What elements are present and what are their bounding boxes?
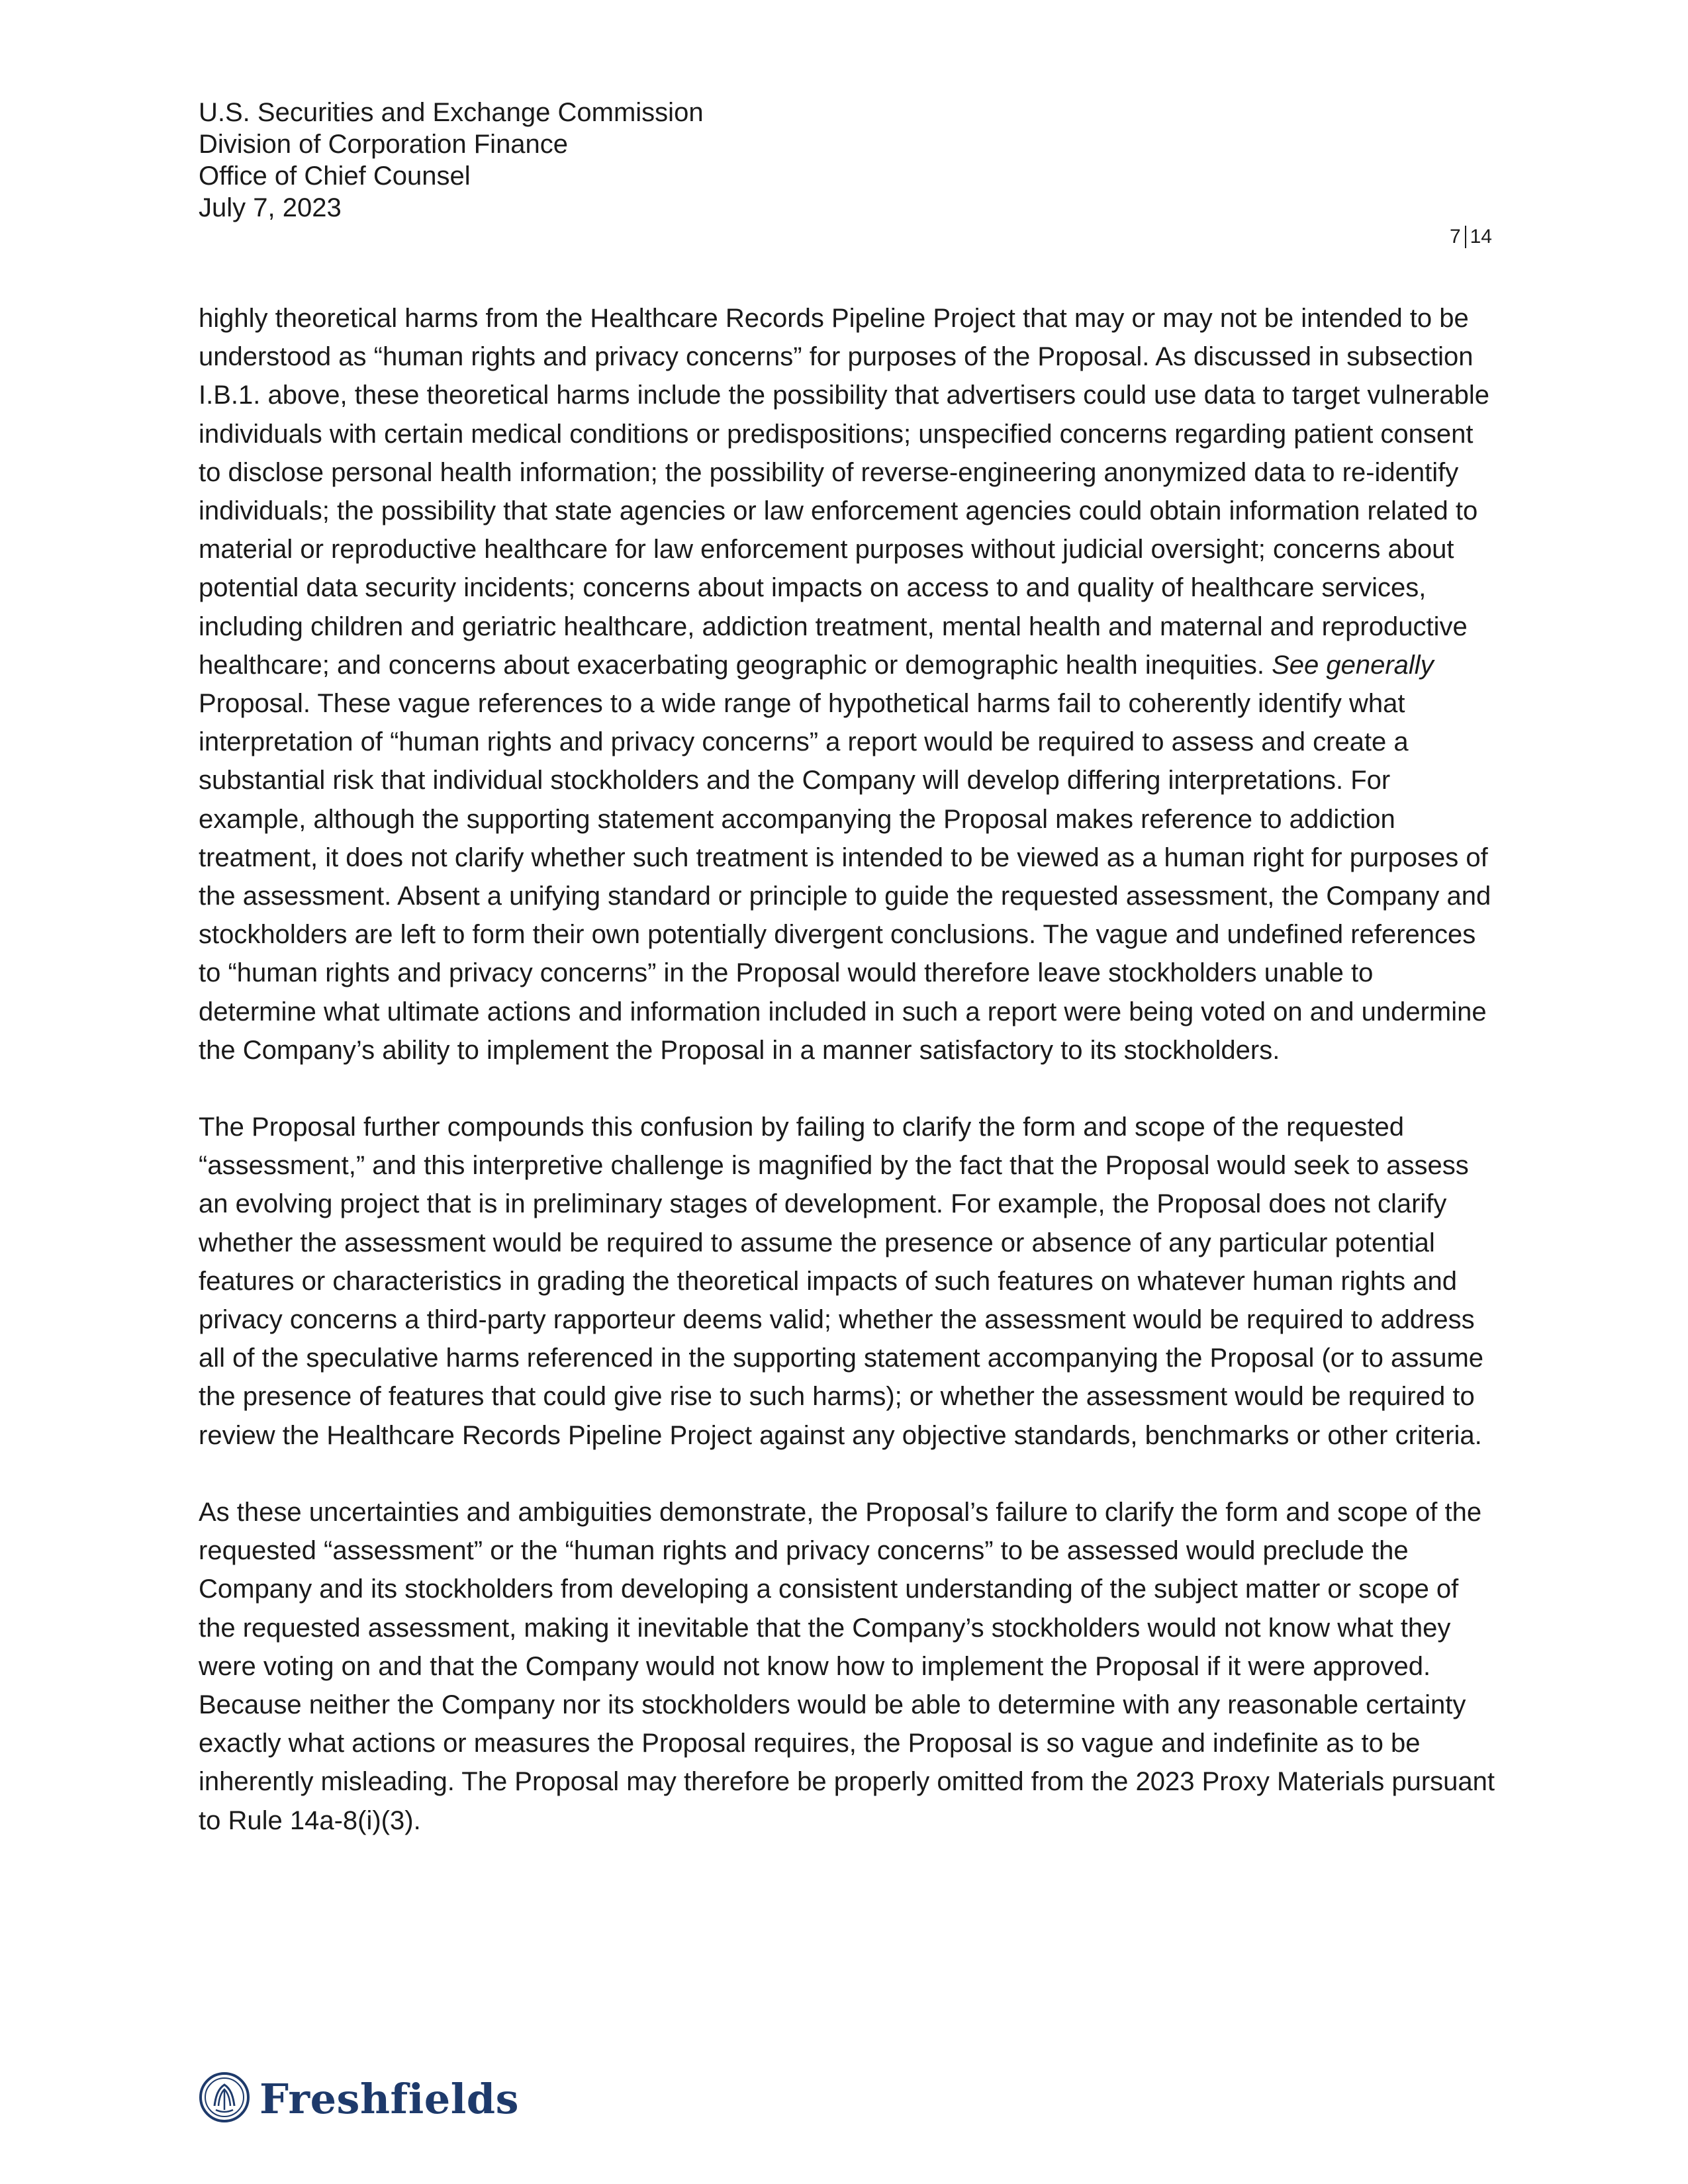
freshfields-emblem-icon [199, 2071, 250, 2126]
page-current: 7 [1449, 226, 1461, 248]
freshfields-logo [199, 2071, 519, 2126]
paragraph-1-text-b: Proposal. These vague references to a wide range of hypothetical harms fail to coherently identify what interpretation of “human rights and privacy concerns” a report would be required to assess and create a substantial risk that individual stockholders and the Company will develop differing interpretations. For example, although the supporting statement accompanying the Proposal makes reference to addiction treatment, it does not clarify whether such treatment is intended to be viewed as a human right for purposes of the assessment. Absent a unifying standard or principle to guide the requested assessment, the Company and stockholders are left to form their own potentially divergent conclusions. The vague and undefined references to “human rights and privacy concerns” in the Proposal would therefore leave stockholders unable to determine what ultimate actions and information included in such a report were being voted on and undermine the Company’s ability to implement the Proposal in a manner satisfactory to its stockholders. [199, 689, 1491, 1065]
paragraph-1-text-a: highly theoretical harms from the Healthcare Records Pipeline Project that may or may not be intended to be understood as “human rights and privacy concerns” for purposes of the Proposal. As discussed in subsection I.B.1. above, these theoretical harms include the possibility that advertisers could use data to target vulnerable individuals with certain medical conditions or predispositions; unspecified concerns regarding patient consent to disclose personal health information; the possibility of reverse-engineering anonymized data to re-identify individuals; the possibility that state agencies or law enforcement agencies could obtain information related to material or reproductive healthcare for law enforcement purposes without judicial oversight; concerns about potential data security incidents; concerns about impacts on access to and quality of healthcare services, including children and geriatric healthcare, addiction treatment, mental health and maternal and reproductive healthcare; and concerns about exacerbating geographic or demographic health inequities. [199, 304, 1489, 680]
recipient-line-1: U.S. Securities and Exchange Commission [199, 98, 704, 127]
recipient-line-2: Division of Corporation Finance [199, 130, 569, 159]
letter-body [199, 299, 1496, 1878]
page-number-separator [1465, 226, 1466, 248]
paragraph-3: As these uncertainties and ambiguities demonstrate, the Proposal’s failure to clarify the form and scope of the requested “assessment” or the “human rights and privacy concerns” to be assessed would preclude the Company and its stockholders from developing a consistent understanding of the subject matter or scope of the requested assessment, making it inevitable that the Company’s stockholders would not know what they were voting on and that the Company would not know how to implement the Proposal if it were approved. Because neither the Company nor its stockholders would be able to determine with any reasonable certainty exactly what actions or measures the Proposal requires, the Proposal is so vague and indefinite as to be inherently misleading. The Proposal may therefore be properly omitted from the 2023 Proxy Materials pursuant to Rule 14a-8(i)(3). [199, 1497, 1495, 1835]
paragraph-1 [199, 299, 1496, 1069]
letter-date: July 7, 2023 [199, 193, 342, 222]
page-total: 14 [1470, 226, 1492, 248]
paragraph-1-citation: See generally [1272, 650, 1434, 680]
page-number [1450, 225, 1492, 249]
freshfields-wordmark: Freshfields [259, 2074, 520, 2123]
paragraph-2: The Proposal further compounds this confusion by failing to clarify the form and scope of the requested “assessment,” and this interpretive challenge is magnified by the fact that the Proposal would seek to assess an evolving project that is in preliminary stages of development. For example, the Proposal does not clarify whether the assessment would be required to assume the presence or absence of any particular potential features or characteristics in grading the theoretical impacts of such features on whatever human rights and privacy concerns a third-party rapporteur deems valid; whether the assessment would be required to address all of the speculative harms referenced in the supporting statement accompanying the Proposal (or to assume the presence of features that could give rise to such harms); or whether the assessment would be required to review the Healthcare Records Pipeline Project against any objective standards, benchmarks or other criteria. [199, 1113, 1484, 1450]
recipient-line-3: Office of Chief Counsel [199, 161, 471, 191]
letter-header [199, 97, 704, 224]
